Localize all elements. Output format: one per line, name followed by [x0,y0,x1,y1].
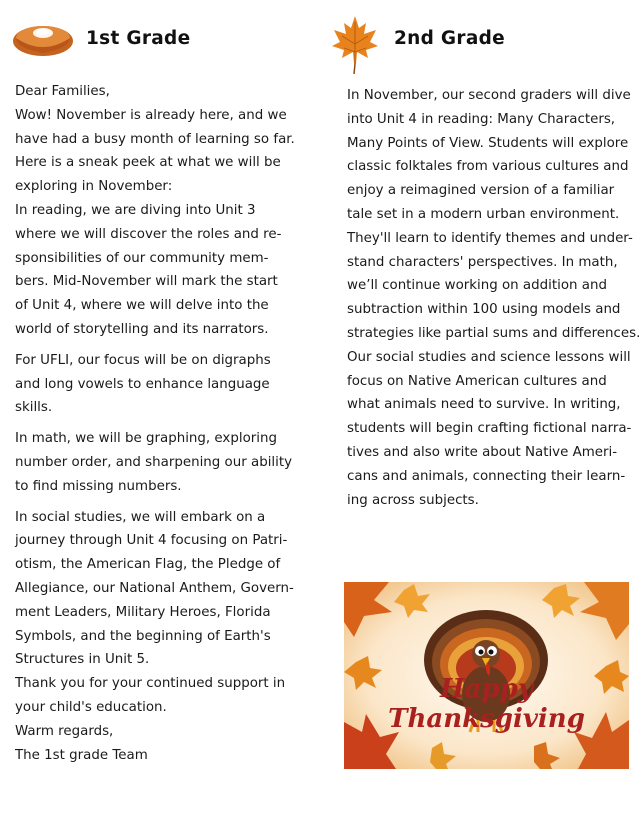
text-line: Allegiance, our National Anthem, Govern- [15,580,294,596]
text-line: Dear Families, [15,84,110,99]
text-line: tale set in a modern urban environment. [347,206,620,222]
first-grade-paragraph [15,80,300,342]
text-line: The 1st grade Team [15,747,148,763]
text-line: students will begin crafting fictional narra- [347,421,632,437]
text-line: where we will discover the roles and re- [15,226,282,242]
text-line: Our social studies and science lessons will [347,349,631,365]
text-line: Symbols, and the beginning of Earth's [15,628,271,644]
text-line: cans and animals, connecting their learn- [347,468,626,484]
text-line: Structures in Unit 5. [15,652,150,668]
text-line: Here is a sneak peek at what we will be [15,155,281,171]
text-line: sponsibilities of our community mem- [15,250,269,266]
text-line: and long vowels to enhance language [15,376,270,392]
text-line: They'll learn to identify themes and under- [347,230,633,246]
text-line: Many Points of View. Students will explore [347,135,629,151]
text-line: number order, and sharpening our ability [15,454,293,470]
text-line: otism, the American Flag, the Pledge of [15,557,281,573]
text-line: exploring in November: [15,179,173,195]
text-line: skills. [15,400,53,416]
text-line: your child's education. [15,699,167,715]
second-grade-paragraph [347,84,641,512]
first-grade-heading: 1st Grade [86,28,191,49]
text-line: Warm regards, [15,723,114,739]
text-line: For UFLI, our focus will be on digraphs [15,352,271,368]
text-line: journey through Unit 4 focusing on Patri- [15,533,288,549]
text-line: of Unit 4, where we will delve into the [15,298,269,314]
text-line: enjoy a reimagined version of a familiar [347,183,615,199]
text-line: ing across subjects. [347,492,479,508]
first-grade-paragraph [15,349,300,420]
thanksgiving-turkey-image [344,582,629,769]
text-line: what animals need to survive. In writing, [347,397,621,413]
text-line: into Unit 4 in reading: Many Characters, [347,111,616,127]
text-line: In November, our second graders will dive [347,88,631,103]
text-line: tives and also write about Native Ameri- [347,444,618,460]
first-grade-letter [15,80,300,774]
text-line: strategies like partial sums and differences. [347,325,641,341]
text-line: bers. Mid-November will mark the start [15,274,278,290]
pumpkin-pie-icon [12,20,74,62]
text-line: focus on Native American cultures and [347,373,607,389]
text-line: have had a busy month of learning so far. [15,131,295,147]
first-grade-paragraph [15,506,300,768]
second-grade-summary [347,84,641,519]
text-line: classic folktales from various cultures and [347,159,629,175]
text-line: Wow! November is already here, and we [15,107,287,123]
text-line: ment Leaders, Military Heroes, Florida [15,604,271,620]
maple-leaf-icon [330,14,380,78]
text-line: In math, we will be graphing, exploring [15,431,277,447]
text-line: Thank you for your continued support in [15,676,286,692]
text-line: to find missing numbers. [15,478,182,494]
text-line: we’ll continue working on addition and [347,278,607,294]
text-line: world of storytelling and its narrators. [15,321,269,337]
text-line: stand characters' perspectives. In math, [347,254,618,270]
text-line: In social studies, we will embark on a [15,509,266,525]
text-line: subtraction within 100 using models and [347,302,621,318]
text-line: In reading, we are diving into Unit 3 [15,202,256,218]
second-grade-heading: 2nd Grade [394,28,506,49]
happy-thanksgiving-text: Happy Thanksgiving [388,674,585,734]
first-grade-paragraph [15,427,300,498]
